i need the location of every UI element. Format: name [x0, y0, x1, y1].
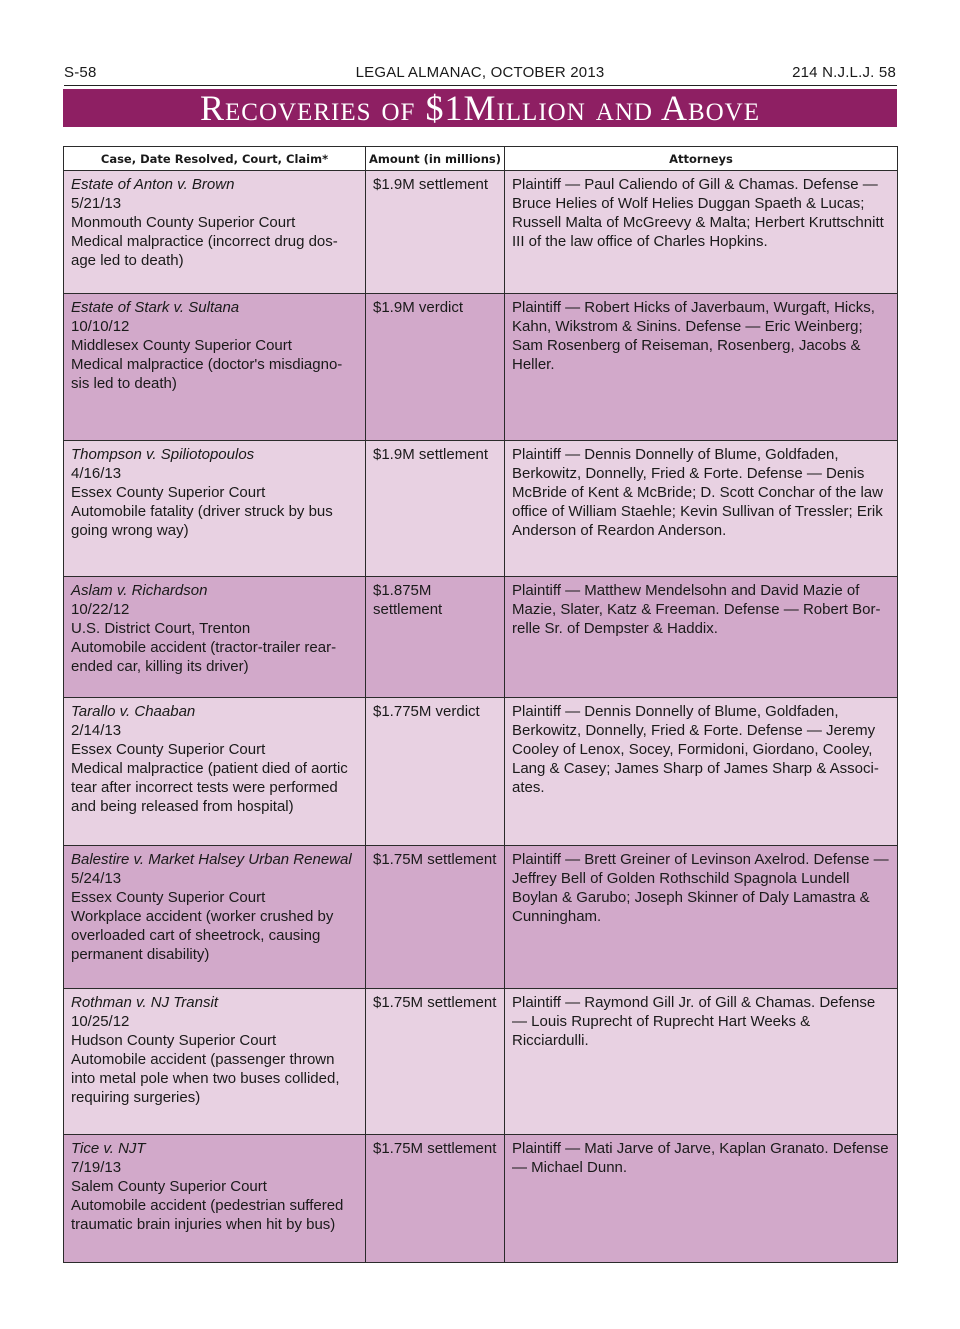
claim: Automobile accident (passenger thrown into metal pole when two buses collided, requiring surgeries): [71, 1051, 340, 1106]
date-resolved: 10/10/12: [71, 318, 130, 335]
date-resolved: 5/21/13: [71, 195, 122, 212]
claim: Automobile fatality (driver struck by bus going wrong way): [71, 503, 333, 539]
claim: Medical malpractice (incorrect drug dos-age led to death): [71, 233, 338, 269]
court: Monmouth County Superior Court: [71, 214, 296, 231]
claim: Workplace accident (worker crushed by overloaded cart of sheetrock, causing permanent disability): [71, 908, 334, 963]
table-row: [64, 441, 898, 577]
case-cell: [64, 846, 366, 989]
case-name: Rothman v. NJ Transit: [71, 994, 218, 1011]
table-row: [64, 846, 898, 989]
section-banner: Recoveries of $1Million and Above: [63, 89, 897, 127]
court: Essex County Superior Court: [71, 889, 266, 906]
court: Essex County Superior Court: [71, 741, 266, 758]
attorneys-cell: Plaintiff — Robert Hicks of Javerbaum, Wurgaft, Hicks, Kahn, Wikstrom & Sinins. Defense — Eric Weinberg; Sam Rosenberg of Reiseman, Rosenberg, Jacobs & Heller.: [505, 294, 898, 441]
date-resolved: 2/14/13: [71, 722, 122, 739]
case-cell: [64, 441, 366, 577]
amount-cell: $1.9M verdict: [366, 294, 505, 441]
table-row: [64, 577, 898, 698]
table-row: [64, 294, 898, 441]
amount-cell: $1.775M verdict: [366, 698, 505, 846]
column-header-case: Case, Date Resolved, Court, Claim*: [64, 147, 366, 171]
case-name: Aslam v. Richardson: [71, 582, 208, 599]
amount-cell: $1.9M settlement: [366, 441, 505, 577]
table-header-row: [64, 147, 898, 171]
attorneys-cell: Plaintiff — Brett Greiner of Levinson Axelrod. Defense — Jeffrey Bell of Golden Rothschild Spagnola Lundell Boylan & Garubo; Joseph Skinner of Daly Lamastra & Cunningham.: [505, 846, 898, 989]
case-name: Thompson v. Spiliotopoulos: [71, 446, 255, 463]
header-rule: [64, 85, 897, 86]
claim: Medical malpractice (doctor's misdiagno-sis led to death): [71, 356, 343, 392]
case-name: Estate of Anton v. Brown: [71, 176, 235, 193]
case-name: Balestire v. Market Halsey Urban Renewal: [71, 851, 352, 868]
claim: Medical malpractice (patient died of aortic tear after incorrect tests were performed and being released from hospital): [71, 760, 348, 815]
table-row: [64, 1135, 898, 1263]
amount-cell: $1.75M settlement: [366, 989, 505, 1135]
attorneys-cell: Plaintiff — Dennis Donnelly of Blume, Goldfaden, Berkowitz, Donnelly, Fried & Forte. Defense — Jeremy Cooley of Lenox, Socey, Formidoni, Giordano, Cooley, Lang & Casey; James Sharp of James Sharp & Associ-ates.: [505, 698, 898, 846]
case-cell: [64, 698, 366, 846]
case-name: Tice v. NJT: [71, 1140, 146, 1157]
court: Essex County Superior Court: [71, 484, 266, 501]
case-cell: [64, 171, 366, 294]
table-row: [64, 698, 898, 846]
case-cell: [64, 577, 366, 698]
attorneys-cell: Plaintiff — Raymond Gill Jr. of Gill & Chamas. Defense — Louis Ruprecht of Ruprecht Hart Weeks & Ricciardulli.: [505, 989, 898, 1135]
case-name: Estate of Stark v. Sultana: [71, 299, 240, 316]
court: Middlesex County Superior Court: [71, 337, 292, 354]
case-name: Tarallo v. Chaaban: [71, 703, 196, 720]
date-resolved: 10/25/12: [71, 1013, 130, 1030]
running-header: [64, 64, 896, 84]
table-row: [64, 171, 898, 294]
publication-title: LEGAL ALMANAC, OCTOBER 2013: [355, 64, 605, 81]
attorneys-cell: Plaintiff — Paul Caliendo of Gill & Chamas. Defense — Bruce Helies of Wolf Helies Duggan Spaeth & Lucas; Russell Malta of McGreevy & Malta; Herbert Kruttschnitt III of the law office of Charles Hopkins.: [505, 171, 898, 294]
table-row: [64, 989, 898, 1135]
court: Hudson County Superior Court: [71, 1032, 277, 1049]
page-number-left: S-58: [64, 64, 97, 81]
amount-cell: $1.9M settlement: [366, 171, 505, 294]
court: U.S. District Court, Trenton: [71, 620, 251, 637]
claim: Automobile accident (pedestrian suffered traumatic brain injuries when hit by bus): [71, 1197, 344, 1233]
page-number-right: 214 N.J.L.J. 58: [792, 64, 896, 81]
amount-cell: $1.75M settlement: [366, 846, 505, 989]
date-resolved: 7/19/13: [71, 1159, 122, 1176]
date-resolved: 4/16/13: [71, 465, 122, 482]
date-resolved: 10/22/12: [71, 601, 130, 618]
amount-cell: $1.875M settlement: [366, 577, 505, 698]
column-header-amount: Amount (in millions): [366, 147, 505, 171]
case-cell: [64, 294, 366, 441]
attorneys-cell: Plaintiff — Dennis Donnelly of Blume, Goldfaden, Berkowitz, Donnelly, Fried & Forte. Defense — Denis McBride of Kent & McBride; D. Scott Conchar of the law office of William Staehle; Kevin Sullivan of Tressler; Erik Anderson of Reardon Anderson.: [505, 441, 898, 577]
date-resolved: 5/24/13: [71, 870, 122, 887]
recoveries-table: [63, 146, 898, 1263]
amount-cell: $1.75M settlement: [366, 1135, 505, 1263]
attorneys-cell: Plaintiff — Matthew Mendelsohn and David Mazie of Mazie, Slater, Katz & Freeman. Defense — Robert Bor-relle Sr. of Dempster & Haddix.: [505, 577, 898, 698]
column-header-attorneys: Attorneys: [505, 147, 898, 171]
case-cell: [64, 1135, 366, 1263]
court: Salem County Superior Court: [71, 1178, 267, 1195]
claim: Automobile accident (tractor-trailer rear-ended car, killing its driver): [71, 639, 337, 675]
attorneys-cell: Plaintiff — Mati Jarve of Jarve, Kaplan Granato. Defense — Michael Dunn.: [505, 1135, 898, 1263]
case-cell: [64, 989, 366, 1135]
